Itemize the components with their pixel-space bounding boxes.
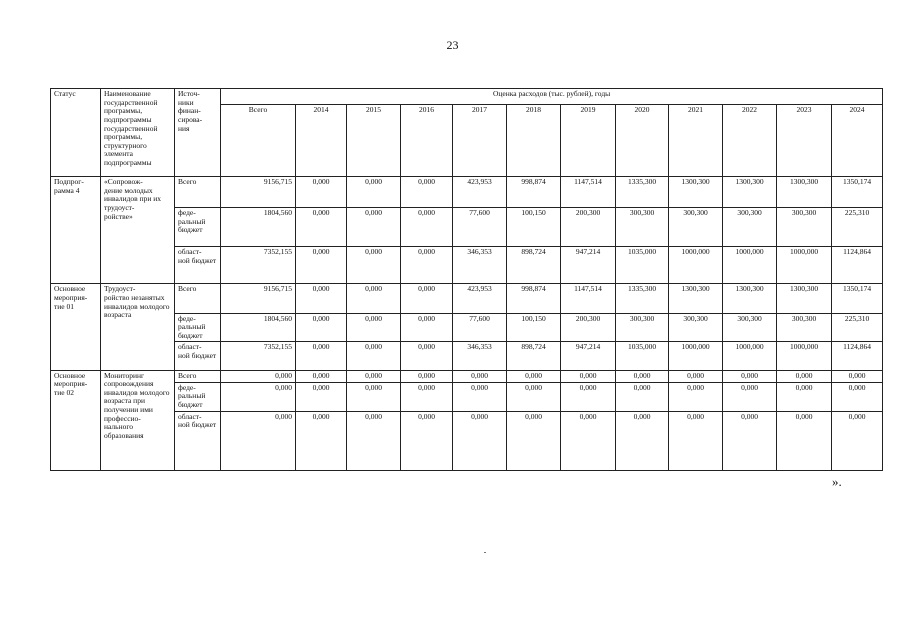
row-year-value: 947,214 <box>561 247 616 284</box>
row-year-value: 0,000 <box>296 313 347 342</box>
row-program-name: Трудоуст- ройство незанятых инвалидов молодого возраста <box>101 284 175 370</box>
closing-quote: ». <box>832 474 842 489</box>
row-year-value: 0,000 <box>347 411 401 470</box>
row-year-value: 0,000 <box>296 247 347 284</box>
row-year-value: 0,000 <box>296 411 347 470</box>
row-status: Основное мероприя- тие 01 <box>51 284 101 370</box>
header-year: 2015 <box>347 105 401 177</box>
row-year-value: 423,953 <box>453 284 507 313</box>
table-row <box>51 208 883 247</box>
row-year-value: 100,150 <box>507 313 561 342</box>
row-year-value: 1035,000 <box>616 342 669 370</box>
row-year-value: 0,000 <box>616 370 669 382</box>
row-year-value: 0,000 <box>401 313 453 342</box>
header-source: Источ- ники финан- сирова- ния <box>175 89 221 177</box>
row-year-value: 0,000 <box>453 370 507 382</box>
row-year-value: 898,724 <box>507 342 561 370</box>
row-year-value: 100,150 <box>507 208 561 247</box>
row-year-value: 0,000 <box>507 370 561 382</box>
row-year-value: 200,300 <box>561 208 616 247</box>
row-total-value: 0,000 <box>221 411 296 470</box>
scan-speck <box>484 552 486 553</box>
row-year-value: 200,300 <box>561 313 616 342</box>
row-total-value: 7352,155 <box>221 247 296 284</box>
row-total-value: 0,000 <box>221 382 296 411</box>
row-year-value: 0,000 <box>296 370 347 382</box>
row-year-value: 0,000 <box>669 382 723 411</box>
row-year-value: 1147,514 <box>561 284 616 313</box>
row-year-value: 0,000 <box>832 411 883 470</box>
row-year-value: 0,000 <box>561 382 616 411</box>
header-total: Всего <box>221 105 296 177</box>
table-row <box>51 342 883 370</box>
row-year-value: 0,000 <box>401 370 453 382</box>
row-year-value: 300,300 <box>777 313 832 342</box>
row-year-value: 0,000 <box>777 370 832 382</box>
header-year: 2021 <box>669 105 723 177</box>
table-row <box>51 370 883 382</box>
row-year-value: 1000,000 <box>777 247 832 284</box>
row-total-value: 1804,560 <box>221 313 296 342</box>
row-year-value: 0,000 <box>832 370 883 382</box>
row-year-value: 300,300 <box>616 208 669 247</box>
row-year-value: 300,300 <box>616 313 669 342</box>
row-year-value: 1350,174 <box>832 284 883 313</box>
row-year-value: 300,300 <box>723 208 777 247</box>
row-year-value: 0,000 <box>777 411 832 470</box>
row-status: Подпрог- рамма 4 <box>51 177 101 284</box>
row-year-value: 0,000 <box>832 382 883 411</box>
header-status: Статус <box>51 89 101 177</box>
row-year-value: 1350,174 <box>832 177 883 208</box>
row-year-value: 300,300 <box>723 313 777 342</box>
table-row <box>51 313 883 342</box>
row-program-name: «Сопровож- дение молодых инвалидов при их трудоуст- ройстве» <box>101 177 175 284</box>
row-total-value: 7352,155 <box>221 342 296 370</box>
row-funding-source: област- ной бюджет <box>175 411 221 470</box>
header-year: 2020 <box>616 105 669 177</box>
row-funding-source: Всего <box>175 177 221 208</box>
row-year-value: 0,000 <box>616 382 669 411</box>
table-row <box>51 247 883 284</box>
header-year: 2019 <box>561 105 616 177</box>
row-year-value: 225,310 <box>832 208 883 247</box>
row-year-value: 0,000 <box>723 382 777 411</box>
row-year-value: 1300,300 <box>669 177 723 208</box>
row-year-value: 0,000 <box>507 411 561 470</box>
row-funding-source: област- ной бюджет <box>175 342 221 370</box>
row-year-value: 0,000 <box>723 370 777 382</box>
row-year-value: 0,000 <box>347 370 401 382</box>
row-year-value: 0,000 <box>347 284 401 313</box>
row-total-value: 9156,715 <box>221 177 296 208</box>
row-year-value: 0,000 <box>296 284 347 313</box>
row-program-name: Мониторинг сопровождения инвалидов молодого возраста при получении ими профессио- нального образования <box>101 370 175 470</box>
header-year: 2022 <box>723 105 777 177</box>
row-year-value: 1000,000 <box>669 247 723 284</box>
row-total-value: 1804,560 <box>221 208 296 247</box>
table-row <box>51 382 883 411</box>
header-name: Наименование государственной программы, подпрограммы государственной программы, структурного элемента подпрограммы <box>101 89 175 177</box>
row-status: Основное мероприя- тие 02 <box>51 370 101 470</box>
header-year: 2014 <box>296 105 347 177</box>
row-year-value: 1300,300 <box>777 177 832 208</box>
row-year-value: 0,000 <box>401 208 453 247</box>
row-year-value: 346,353 <box>453 342 507 370</box>
table-row <box>51 284 883 313</box>
row-year-value: 346,353 <box>453 247 507 284</box>
row-year-value: 1124,864 <box>832 247 883 284</box>
row-year-value: 0,000 <box>347 342 401 370</box>
row-funding-source: област- ной бюджет <box>175 247 221 284</box>
row-year-value: 898,724 <box>507 247 561 284</box>
row-year-value: 0,000 <box>296 208 347 247</box>
row-year-value: 0,000 <box>507 382 561 411</box>
row-funding-source: Всего <box>175 370 221 382</box>
header-year: 2024 <box>832 105 883 177</box>
row-year-value: 1000,000 <box>723 342 777 370</box>
header-estimate: Оценка расходов (тыс. рублей), годы <box>221 89 883 105</box>
page-number: 23 <box>446 38 459 52</box>
row-year-value: 0,000 <box>561 370 616 382</box>
row-year-value: 0,000 <box>401 382 453 411</box>
row-year-value: 0,000 <box>347 313 401 342</box>
row-year-value: 0,000 <box>777 382 832 411</box>
row-year-value: 300,300 <box>777 208 832 247</box>
row-year-value: 1300,300 <box>723 177 777 208</box>
row-year-value: 0,000 <box>347 177 401 208</box>
row-year-value: 0,000 <box>296 382 347 411</box>
row-year-value: 0,000 <box>401 411 453 470</box>
table-body <box>51 177 883 471</box>
row-year-value: 0,000 <box>347 382 401 411</box>
row-year-value: 1000,000 <box>669 342 723 370</box>
row-year-value: 0,000 <box>669 411 723 470</box>
row-year-value: 998,874 <box>507 177 561 208</box>
row-year-value: 0,000 <box>347 247 401 284</box>
row-year-value: 0,000 <box>401 177 453 208</box>
row-year-value: 1000,000 <box>723 247 777 284</box>
row-funding-source: феде- ральный бюджет <box>175 382 221 411</box>
row-funding-source: феде- ральный бюджет <box>175 208 221 247</box>
row-year-value: 77,600 <box>453 313 507 342</box>
row-funding-source: Всего <box>175 284 221 313</box>
row-year-value: 0,000 <box>669 370 723 382</box>
row-year-value: 1035,000 <box>616 247 669 284</box>
row-year-value: 300,300 <box>669 313 723 342</box>
row-year-value: 423,953 <box>453 177 507 208</box>
row-year-value: 998,874 <box>507 284 561 313</box>
row-year-value: 300,300 <box>669 208 723 247</box>
row-year-value: 0,000 <box>401 247 453 284</box>
row-year-value: 225,310 <box>832 313 883 342</box>
row-year-value: 0,000 <box>561 411 616 470</box>
row-year-value: 1300,300 <box>777 284 832 313</box>
table-row <box>51 411 883 470</box>
row-total-value: 0,000 <box>221 370 296 382</box>
row-year-value: 0,000 <box>401 342 453 370</box>
row-funding-source: феде- ральный бюджет <box>175 313 221 342</box>
header-year: 2017 <box>453 105 507 177</box>
row-year-value: 0,000 <box>347 208 401 247</box>
row-year-value: 77,600 <box>453 208 507 247</box>
header-year: 2016 <box>401 105 453 177</box>
row-year-value: 0,000 <box>616 411 669 470</box>
row-year-value: 0,000 <box>453 411 507 470</box>
row-year-value: 1300,300 <box>669 284 723 313</box>
header-year: 2018 <box>507 105 561 177</box>
row-year-value: 0,000 <box>401 284 453 313</box>
header-year: 2023 <box>777 105 832 177</box>
row-year-value: 1300,300 <box>723 284 777 313</box>
table-row <box>51 177 883 208</box>
row-year-value: 1000,000 <box>777 342 832 370</box>
row-year-value: 947,214 <box>561 342 616 370</box>
row-year-value: 1335,300 <box>616 284 669 313</box>
budget-table <box>50 88 883 471</box>
row-year-value: 0,000 <box>723 411 777 470</box>
row-total-value: 9156,715 <box>221 284 296 313</box>
row-year-value: 0,000 <box>453 382 507 411</box>
row-year-value: 1124,864 <box>832 342 883 370</box>
row-year-value: 1335,300 <box>616 177 669 208</box>
row-year-value: 0,000 <box>296 342 347 370</box>
row-year-value: 0,000 <box>296 177 347 208</box>
row-year-value: 1147,514 <box>561 177 616 208</box>
